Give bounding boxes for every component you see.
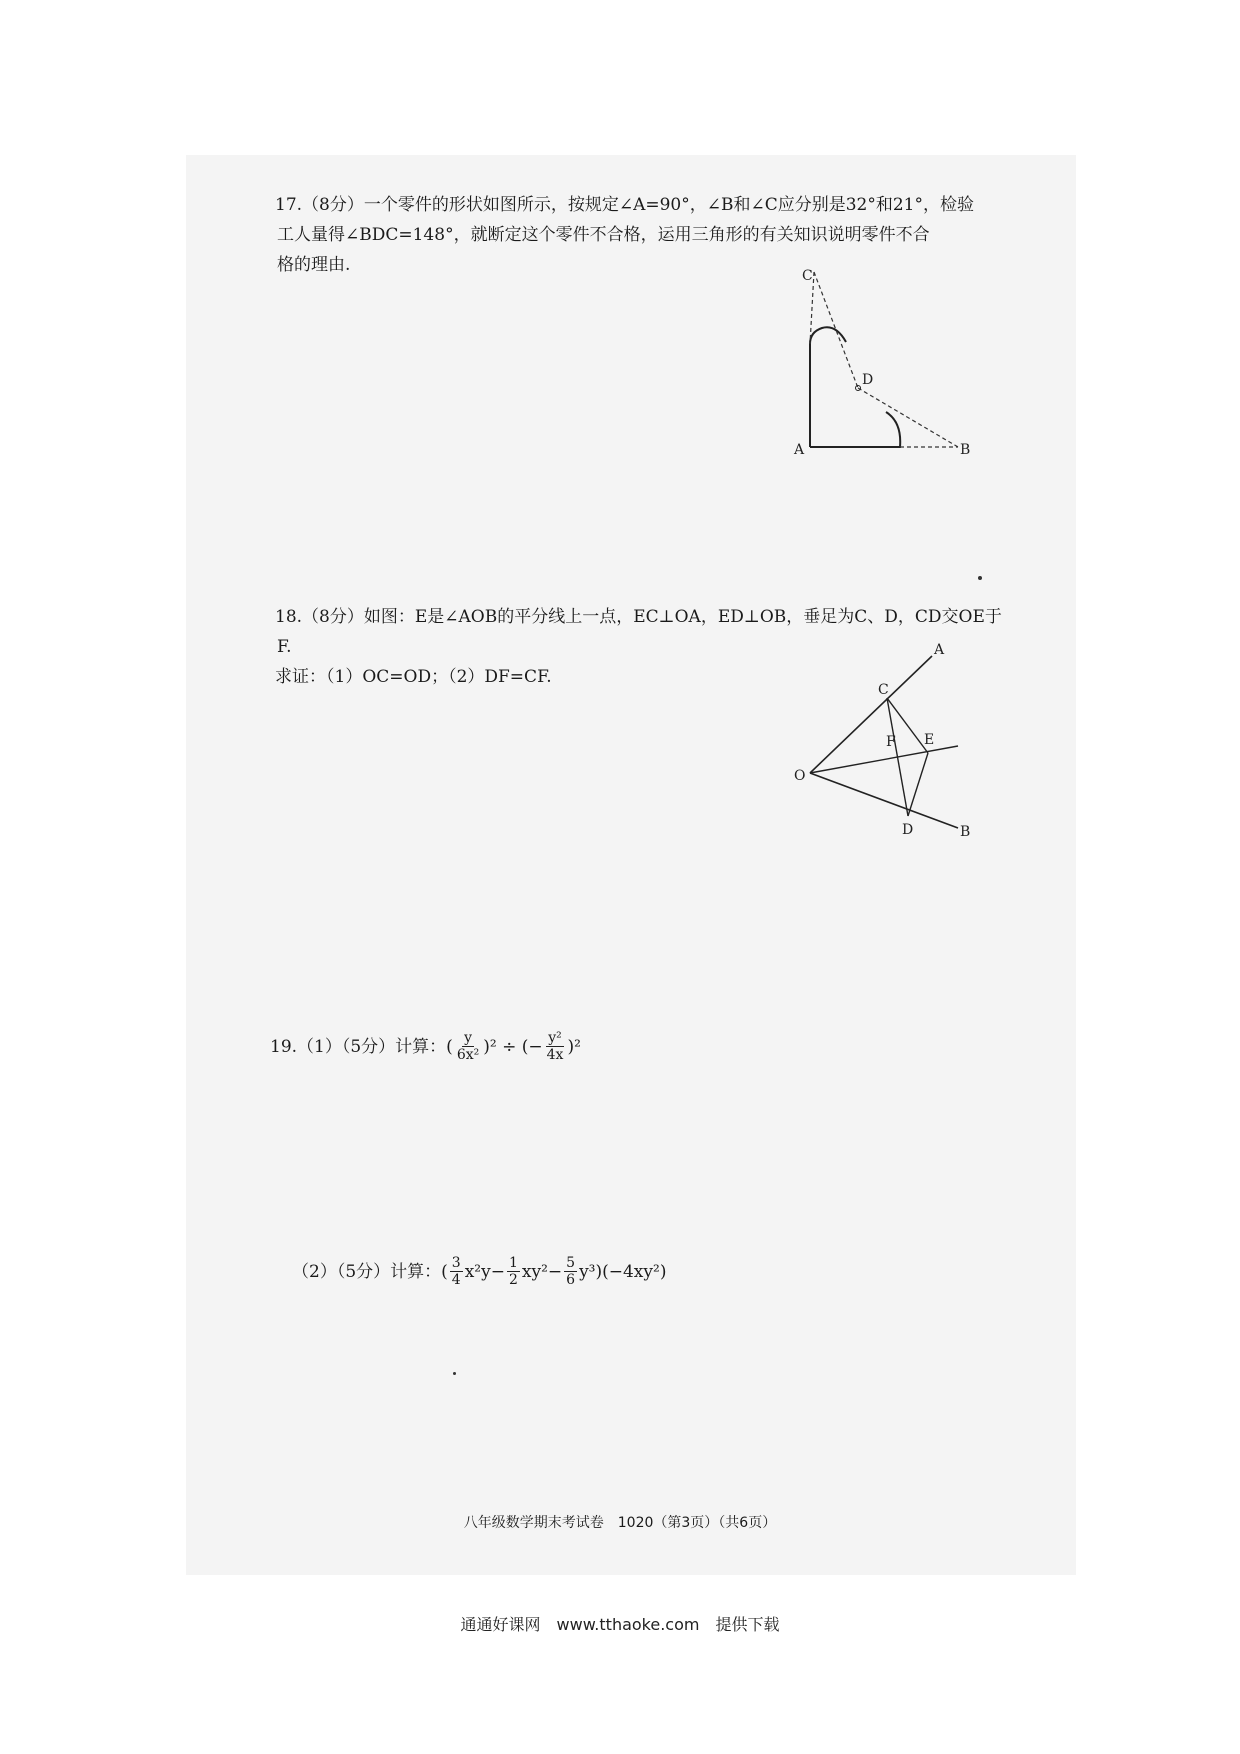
q18-label-a: A xyxy=(934,642,945,658)
question-19-part2 xyxy=(292,1255,666,1288)
q18-line2: F. xyxy=(277,637,292,657)
q19a-f2-denominator: 4x xyxy=(546,1047,564,1063)
q17-label-b: B xyxy=(960,442,971,458)
q18-label-e: E xyxy=(924,732,935,748)
q18-line3: 求证：（1）OC=OD；（2）DF=CF. xyxy=(275,667,552,687)
q17-label-a: A xyxy=(794,442,805,458)
q18-seg-cd xyxy=(887,698,908,816)
q19a-f1-denominator: 6x² xyxy=(456,1047,480,1063)
q17-line3: 格的理由. xyxy=(277,255,351,275)
q19b-f1-denominator: 4 xyxy=(451,1272,461,1288)
q17-line1: 17.（8分）一个零件的形状如图所示，按规定∠A=90°，∠B和∠C应分别是32°和21°，检验 xyxy=(275,195,974,215)
q19a-mid: )² ÷ (− xyxy=(483,1036,543,1057)
q19b-term3: y³)(−4xy²) xyxy=(579,1261,667,1282)
q19b-term2: xy²− xyxy=(521,1261,563,1282)
q19b-f2-denominator: 2 xyxy=(508,1272,518,1288)
q18-label-o: O xyxy=(794,768,806,784)
q18-seg-ed xyxy=(908,753,928,816)
q19b-f2-numerator: 1 xyxy=(508,1255,518,1271)
q18-label-d: D xyxy=(902,822,914,838)
q18-ray-oa xyxy=(810,656,935,773)
q18-label-b: B xyxy=(960,824,971,840)
q17-label-d: D xyxy=(862,372,874,388)
q19a-f2-numerator: y² xyxy=(548,1030,562,1046)
q18-line1: 18.（8分）如图：E是∠AOB的平分线上一点，EC⊥OA，ED⊥OB，垂足为C、D，CD交OE于 xyxy=(275,607,1002,627)
q17-part-left-edge xyxy=(810,327,846,447)
speck-dot xyxy=(453,1372,456,1375)
q19b-f1-numerator: 3 xyxy=(451,1255,461,1271)
question-19-part1 xyxy=(270,1030,581,1063)
q19b-prefix: （2）（5分）计算：( xyxy=(292,1261,448,1282)
q18-bisector-oe xyxy=(810,746,958,773)
q19b-term1: x²y− xyxy=(464,1261,505,1282)
download-credit: 通通好课网 www.tthaoke.com 提供下载 xyxy=(460,1615,780,1634)
q18-ray-ob xyxy=(810,773,958,828)
q18-label-c: C xyxy=(878,682,889,698)
q19a-fraction-1 xyxy=(455,1030,481,1063)
q19b-f3-numerator: 5 xyxy=(566,1255,576,1271)
q19b-fraction-2 xyxy=(507,1255,520,1288)
q17-label-c: C xyxy=(802,268,813,284)
q19a-f1-numerator: y xyxy=(464,1030,472,1046)
q19b-fraction-3 xyxy=(564,1255,577,1288)
q17-figure xyxy=(790,262,990,462)
q19a-prefix: 19.（1）（5分）计算：( xyxy=(270,1036,453,1057)
q18-label-f: F xyxy=(886,734,896,750)
speck-dot xyxy=(978,576,982,580)
page-footer: 八年级数学期末考试卷 1020（第3页）（共6页） xyxy=(463,1515,777,1531)
q18-figure xyxy=(790,638,990,848)
q19b-fraction-1 xyxy=(450,1255,463,1288)
q19a-fraction-2 xyxy=(545,1030,566,1063)
q17-part-bottom-edge xyxy=(810,412,900,447)
q17-dash-db xyxy=(858,388,958,447)
q19b-f3-denominator: 6 xyxy=(566,1272,576,1288)
q17-line2: 工人量得∠BDC=148°，就断定这个零件不合格，运用三角形的有关知识说明零件不合 xyxy=(277,225,930,245)
q19a-end: )² xyxy=(567,1036,581,1057)
